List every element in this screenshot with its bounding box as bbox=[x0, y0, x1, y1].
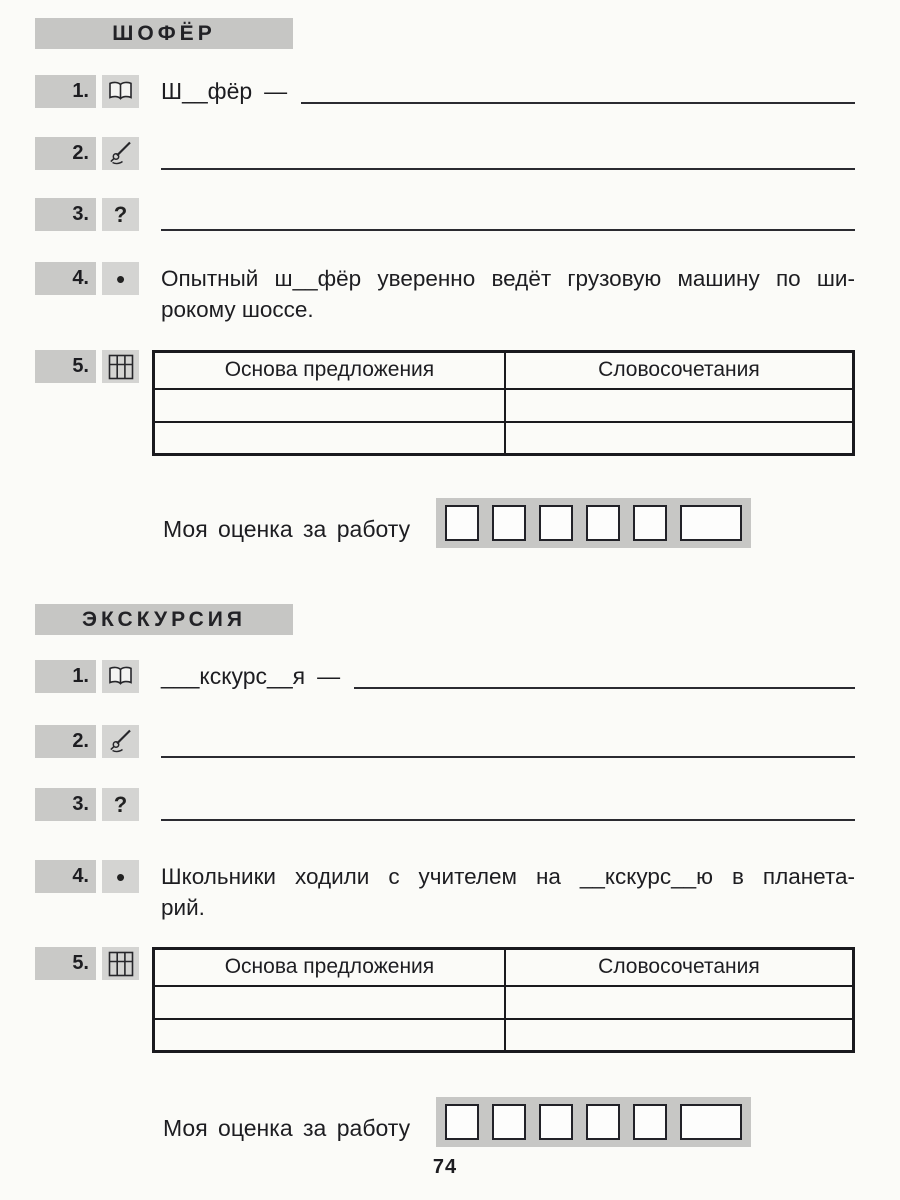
vocabulary-word: ___кскурс__я bbox=[161, 663, 306, 689]
exercise-row-question bbox=[35, 198, 855, 231]
exercise-number-box bbox=[35, 860, 96, 893]
table-cell[interactable] bbox=[505, 422, 854, 455]
exercise-number-box bbox=[35, 75, 96, 108]
exercise-number: 4. bbox=[72, 865, 89, 887]
table-cell[interactable] bbox=[154, 1019, 505, 1052]
writing-line[interactable] bbox=[161, 819, 855, 821]
sentence-line: Школьники ходили с учителем на __кскурс__ю в планета- bbox=[161, 864, 855, 889]
table-grid-icon bbox=[102, 350, 139, 383]
analysis-table bbox=[152, 350, 855, 456]
rating-strip bbox=[436, 1097, 751, 1147]
rating-strip bbox=[436, 498, 751, 548]
writing-line[interactable] bbox=[161, 168, 855, 170]
exercise-number: 5. bbox=[72, 355, 89, 377]
exercise-row-definition bbox=[35, 75, 855, 108]
rating-box[interactable] bbox=[492, 505, 526, 541]
table-cell[interactable] bbox=[154, 389, 505, 422]
rating-box[interactable] bbox=[539, 1104, 573, 1140]
table-cell[interactable] bbox=[505, 389, 854, 422]
table-grid-icon bbox=[102, 947, 139, 980]
section-title: ШОФЁР bbox=[112, 21, 216, 45]
rating-box[interactable] bbox=[539, 505, 573, 541]
exercise-number-box bbox=[35, 262, 96, 295]
exercise-row-question bbox=[35, 788, 855, 821]
rating-row bbox=[163, 1097, 855, 1147]
writing-line[interactable] bbox=[161, 756, 855, 758]
exercise-number-box bbox=[35, 660, 96, 693]
exercise-number: 2. bbox=[72, 142, 89, 164]
table-row bbox=[154, 986, 854, 1019]
definition-dash: — bbox=[264, 78, 288, 104]
table-header-slovosochetaniya: Словосочетания bbox=[505, 949, 854, 986]
table-cell[interactable] bbox=[505, 1019, 854, 1052]
rating-label: Моя оценка за работу bbox=[163, 1115, 411, 1141]
writing-line[interactable] bbox=[354, 669, 855, 689]
exercise-number: 4. bbox=[72, 267, 89, 289]
analysis-table bbox=[152, 947, 855, 1053]
page-number: 74 bbox=[432, 1156, 458, 1178]
sentence-line: Опытный ш__фёр уверенно ведёт грузовую машину по ши- bbox=[161, 266, 855, 291]
table-header-osnova: Основа предложения bbox=[154, 949, 505, 986]
question-mark-icon: ? bbox=[102, 198, 139, 231]
exercise-number-box bbox=[35, 198, 96, 231]
bullet-icon: • bbox=[102, 860, 139, 893]
question-mark-icon: ? bbox=[102, 788, 139, 821]
rating-box[interactable] bbox=[586, 505, 620, 541]
rating-label: Моя оценка за работу bbox=[163, 516, 411, 542]
writing-pen-icon bbox=[102, 725, 139, 758]
table-row bbox=[154, 1019, 854, 1052]
rating-box[interactable] bbox=[492, 1104, 526, 1140]
exercise-row-sentence bbox=[35, 860, 855, 923]
rating-row bbox=[163, 498, 855, 548]
open-book-icon bbox=[102, 660, 139, 693]
table-header-slovosochetaniya: Словосочетания bbox=[505, 352, 854, 389]
sentence-line: рий. bbox=[161, 895, 205, 920]
section-shofer bbox=[35, 18, 855, 548]
exercise-row-writing bbox=[35, 725, 855, 758]
sentence-line: рокому шоссе. bbox=[161, 297, 314, 322]
exercise-number-box bbox=[35, 947, 96, 980]
rating-box[interactable] bbox=[586, 1104, 620, 1140]
rating-box[interactable] bbox=[445, 505, 479, 541]
example-sentence bbox=[161, 263, 855, 325]
exercise-number-box bbox=[35, 788, 96, 821]
exercise-row-table bbox=[35, 350, 855, 456]
exercise-number: 1. bbox=[72, 665, 89, 687]
exercise-number: 3. bbox=[72, 203, 89, 225]
table-cell[interactable] bbox=[154, 986, 505, 1019]
example-sentence bbox=[161, 861, 855, 923]
exercise-number-box bbox=[35, 350, 96, 383]
rating-box[interactable] bbox=[680, 1104, 742, 1140]
exercise-number: 2. bbox=[72, 730, 89, 752]
table-row bbox=[154, 389, 854, 422]
exercise-number: 3. bbox=[72, 793, 89, 815]
section-ekskursiya bbox=[35, 604, 855, 1147]
section-title-box bbox=[35, 18, 293, 49]
writing-line[interactable] bbox=[161, 229, 855, 231]
exercise-row-table bbox=[35, 947, 855, 1053]
exercise-number-box bbox=[35, 725, 96, 758]
section-title-box bbox=[35, 604, 293, 635]
bullet-icon: • bbox=[102, 262, 139, 295]
writing-line[interactable] bbox=[301, 84, 855, 104]
rating-box[interactable] bbox=[633, 505, 667, 541]
exercise-row-writing bbox=[35, 137, 855, 170]
rating-box[interactable] bbox=[445, 1104, 479, 1140]
exercise-number: 1. bbox=[72, 80, 89, 102]
table-cell[interactable] bbox=[154, 422, 505, 455]
writing-pen-icon bbox=[102, 137, 139, 170]
exercise-row-definition bbox=[35, 660, 855, 693]
definition-dash: — bbox=[317, 663, 341, 689]
section-title: ЭКСКУРСИЯ bbox=[82, 607, 246, 631]
exercise-row-sentence bbox=[35, 262, 855, 325]
table-row bbox=[154, 422, 854, 455]
rating-box[interactable] bbox=[633, 1104, 667, 1140]
exercise-number-box bbox=[35, 137, 96, 170]
rating-box[interactable] bbox=[680, 505, 742, 541]
open-book-icon bbox=[102, 75, 139, 108]
vocabulary-word: Ш__фёр bbox=[161, 78, 253, 104]
table-cell[interactable] bbox=[505, 986, 854, 1019]
table-header-osnova: Основа предложения bbox=[154, 352, 505, 389]
exercise-number: 5. bbox=[72, 952, 89, 974]
